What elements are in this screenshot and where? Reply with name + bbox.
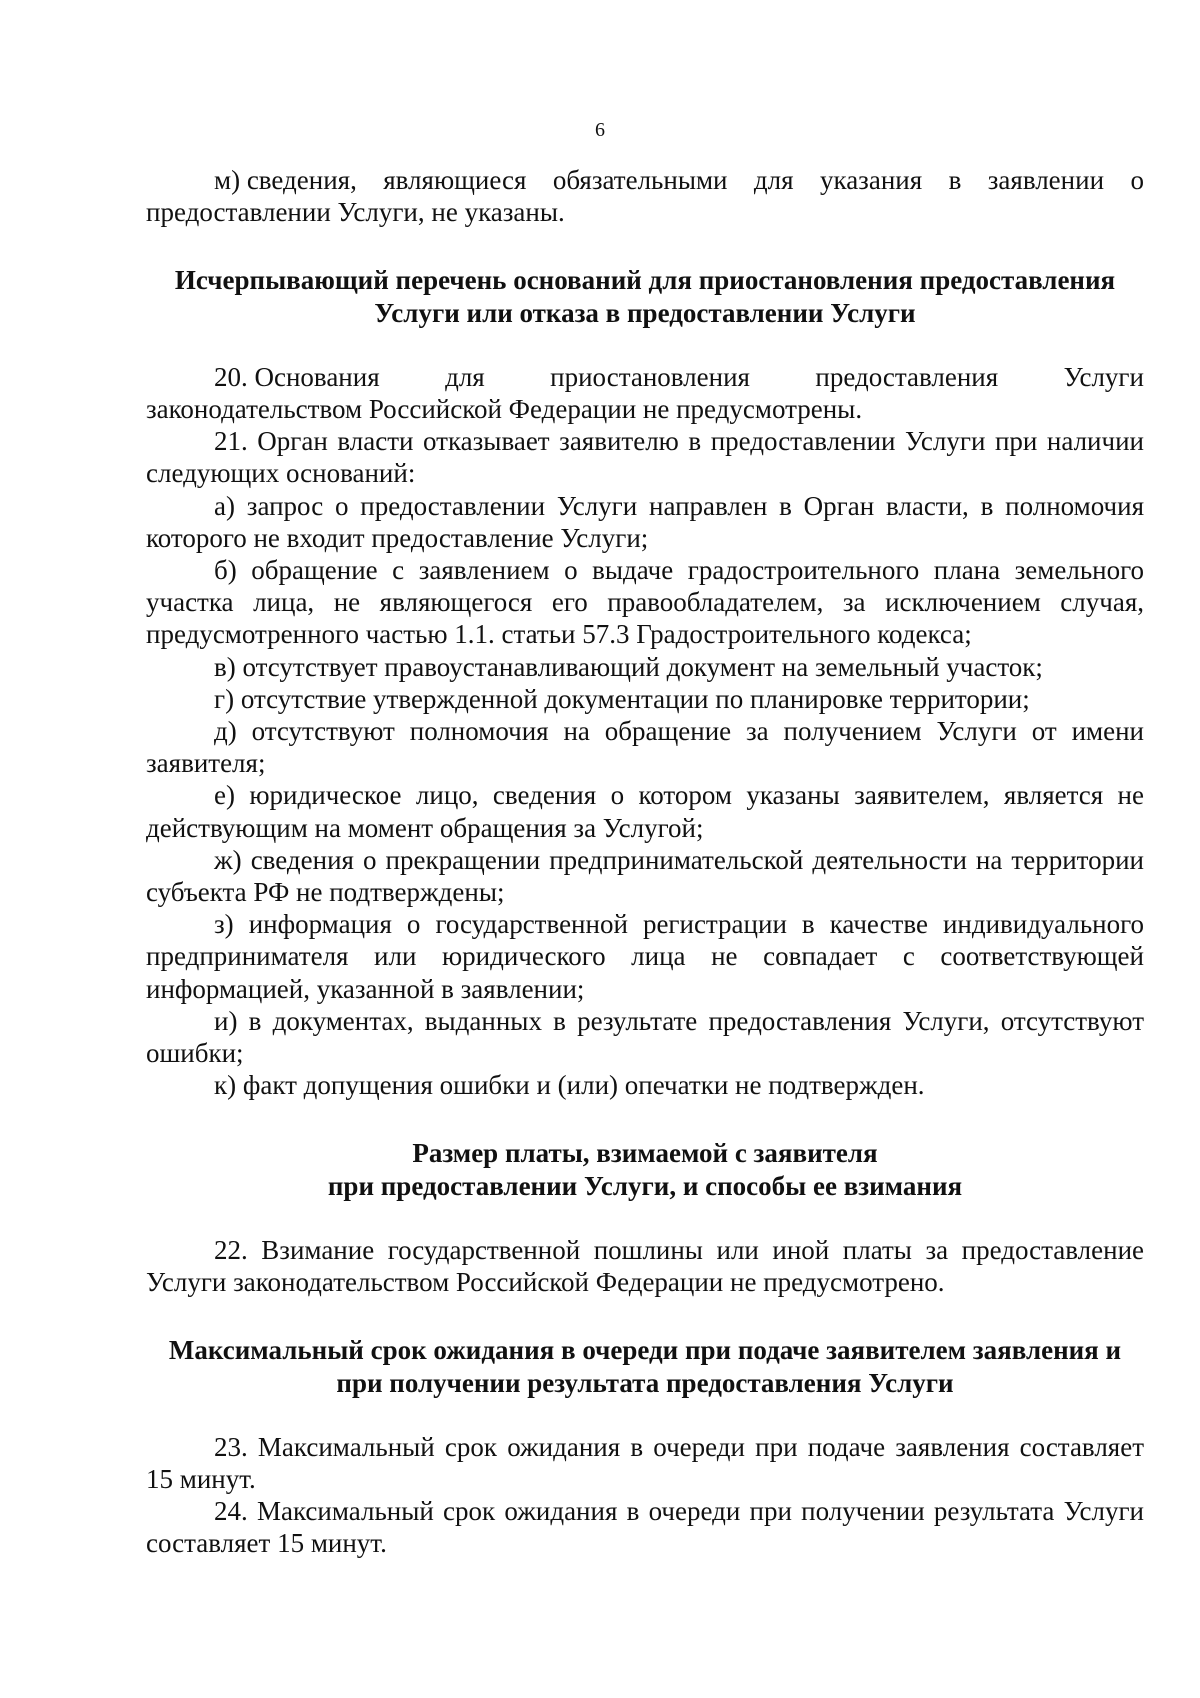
section-heading-line: Услуги или отказа в предоставлении Услуги	[374, 297, 916, 328]
section-heading-grounds	[146, 264, 1144, 328]
list-item-z: з) информация о государственной регистрации в качестве индивидуального предпринимателя или юридического лица не совпадает с соответствующей информацией, указанной в заявлении;	[146, 909, 1144, 1004]
paragraph-item-20	[146, 361, 1144, 425]
word: о	[1130, 165, 1144, 195]
list-item-a: а) запрос о предоставлении Услуги направлен в Орган власти, в полномочия которого не входит предоставление Услуги;	[146, 490, 1144, 553]
word: для	[753, 165, 794, 195]
section-heading-line: Максимальный срок ожидания в очереди при подаче заявителем заявления и	[168, 1335, 1122, 1366]
section-heading-queue-time	[146, 1334, 1144, 1398]
section-heading-line: Исчерпывающий перечень оснований для приостановления предоставления	[174, 265, 1116, 296]
paragraph-item-m-continuation: предоставлении Услуги, не указаны.	[146, 197, 565, 228]
word: Услуги	[1063, 361, 1144, 392]
section-heading-fee	[146, 1137, 1144, 1201]
section-heading-line: при получении результата предоставления Услуги	[336, 1367, 954, 1398]
paragraph-item-23: 23. Максимальный срок ожидания в очереди при подаче заявления составляет 15 минут.	[146, 1431, 1144, 1494]
section-heading-line: Размер платы, взимаемой с заявителя	[412, 1138, 878, 1169]
paragraph-item-20-first-line	[146, 361, 1144, 393]
word: обязательными	[552, 165, 728, 195]
list-item-i: и) в документах, выданных в результате предоставления Услуги, отсутствуют ошибки;	[146, 1005, 1144, 1069]
list-item-k: к) факт допущения ошибки и (или) опечатки не подтвержден.	[214, 1070, 925, 1101]
word: м) сведения,	[214, 165, 357, 195]
paragraph-item-21: 21. Орган власти отказывает заявителю в предоставлении Услуги при наличии следующих оснований:	[146, 426, 1144, 489]
word: предоставления	[815, 361, 999, 392]
list-item-b: б) обращение с заявлением о выдаче градостроительного плана земельного участка лица, не являющегося его правообладателем, за исключением случая, предусмотренного частью 1.1. статьи 57.3 Градостроительного кодекса;	[146, 555, 1144, 650]
word: заявлении	[987, 165, 1105, 195]
list-item-g: г) отсутствие утвержденной документации по планировке территории;	[214, 683, 1030, 714]
paragraph-item-24: 24. Максимальный срок ожидания в очереди при получении результата Услуги составляет 15 минут.	[146, 1496, 1144, 1559]
paragraph-item-m-first-line	[146, 164, 1144, 196]
section-heading-line: при предоставлении Услуги, и способы ее взимания	[327, 1170, 963, 1201]
paragraph-item-20-continuation: законодательством Российской Федерации не предусмотрены.	[146, 394, 863, 425]
page-number: 6	[595, 119, 605, 141]
word: приостановления	[550, 361, 750, 392]
word: являющиеся	[383, 165, 527, 195]
paragraph-item-22: 22. Взимание государственной пошлины или иной платы за предоставление Услуги законодательством Российской Федерации не предусмотрено.	[146, 1234, 1144, 1298]
word: 20. Основания	[214, 361, 380, 392]
word: указания	[819, 165, 923, 195]
document-body	[146, 164, 1144, 1560]
list-item-e: е) юридическое лицо, сведения о котором указаны заявителем, является не действующим на момент обращения за Услугой;	[146, 780, 1144, 843]
list-item-zh: ж) сведения о прекращении предпринимательской деятельности на территории субъекта РФ не подтверждены;	[146, 844, 1144, 908]
word: в	[948, 165, 962, 195]
list-item-d: д) отсутствуют полномочия на обращение за получением Услуги от имени заявителя;	[146, 716, 1144, 779]
list-item-v: в) отсутствует правоустанавливающий документ на земельный участок;	[214, 651, 1043, 682]
paragraph-item-m	[146, 164, 1144, 228]
word: для	[445, 361, 485, 392]
